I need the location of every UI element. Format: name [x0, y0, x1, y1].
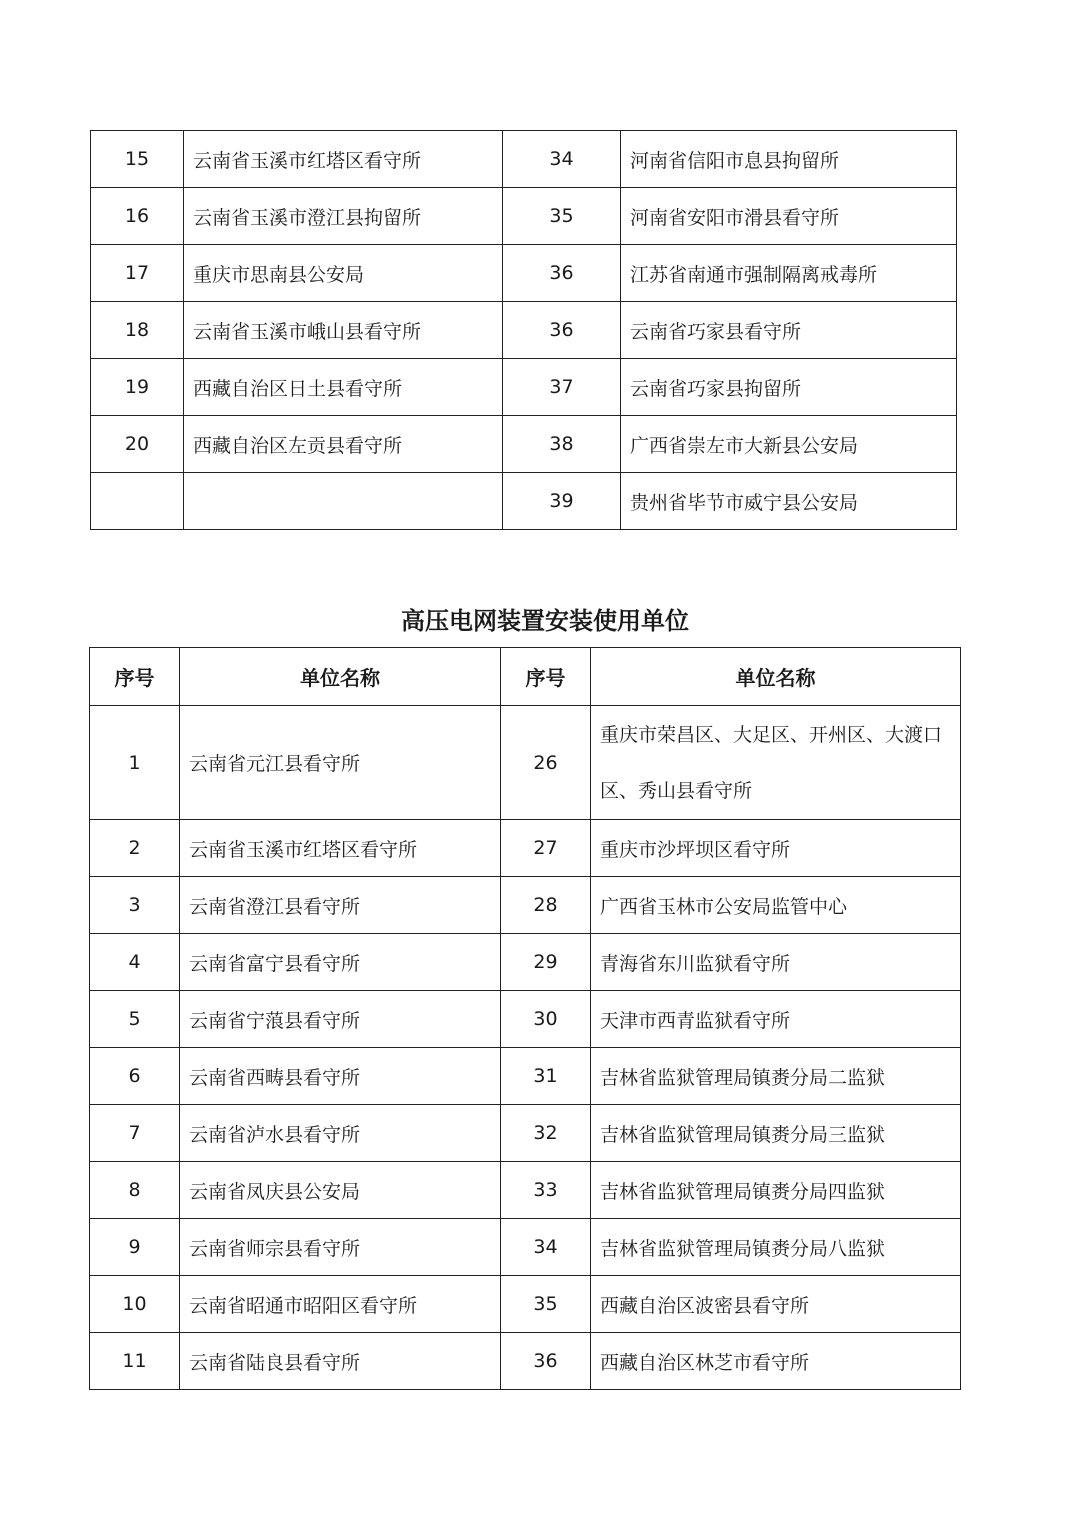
row-number: 6	[90, 1048, 180, 1105]
table-row	[90, 991, 961, 1048]
row-number: 34	[503, 131, 621, 188]
row-number: 32	[501, 1105, 591, 1162]
unit-name: 云南省玉溪市峨山县看守所	[184, 302, 503, 359]
unit-name: 吉林省监狱管理局镇赉分局二监狱	[591, 1048, 961, 1105]
row-number: 26	[501, 706, 591, 820]
unit-name: 云南省澄江县看守所	[180, 877, 501, 934]
unit-name: 西藏自治区波密县看守所	[591, 1276, 961, 1333]
unit-name: 云南省巧家县看守所	[621, 302, 957, 359]
unit-name	[184, 473, 503, 530]
row-number: 18	[91, 302, 184, 359]
unit-name: 云南省元江县看守所	[180, 706, 501, 820]
unit-name: 云南省泸水县看守所	[180, 1105, 501, 1162]
table-row	[91, 302, 957, 359]
row-number: 35	[501, 1276, 591, 1333]
unit-name: 云南省师宗县看守所	[180, 1219, 501, 1276]
row-number: 4	[90, 934, 180, 991]
unit-name: 西藏自治区左贡县看守所	[184, 416, 503, 473]
unit-name: 云南省巧家县拘留所	[621, 359, 957, 416]
row-number: 19	[91, 359, 184, 416]
unit-name: 天津市西青监狱看守所	[591, 991, 961, 1048]
unit-name: 云南省富宁县看守所	[180, 934, 501, 991]
row-number: 28	[501, 877, 591, 934]
table-row	[90, 1219, 961, 1276]
row-number: 11	[90, 1333, 180, 1390]
row-number: 16	[91, 188, 184, 245]
table-row	[90, 934, 961, 991]
column-header-name: 单位名称	[180, 648, 501, 706]
unit-name: 河南省安阳市滑县看守所	[621, 188, 957, 245]
table-row	[91, 359, 957, 416]
row-number: 38	[503, 416, 621, 473]
unit-name: 云南省玉溪市澄江县拘留所	[184, 188, 503, 245]
unit-name: 西藏自治区日土县看守所	[184, 359, 503, 416]
column-header-name: 单位名称	[591, 648, 961, 706]
unit-name: 重庆市沙坪坝区看守所	[591, 820, 961, 877]
table-row	[90, 1048, 961, 1105]
row-number	[91, 473, 184, 530]
row-number: 7	[90, 1105, 180, 1162]
unit-name: 云南省陆良县看守所	[180, 1333, 501, 1390]
row-number: 15	[91, 131, 184, 188]
table-row	[90, 1162, 961, 1219]
row-number: 36	[503, 302, 621, 359]
unit-name: 重庆市思南县公安局	[184, 245, 503, 302]
unit-name: 江苏省南通市强制隔离戒毒所	[621, 245, 957, 302]
row-number: 5	[90, 991, 180, 1048]
row-number: 10	[90, 1276, 180, 1333]
unit-name: 青海省东川监狱看守所	[591, 934, 961, 991]
unit-name: 云南省西畴县看守所	[180, 1048, 501, 1105]
section-title: 高压电网装置安装使用单位	[401, 607, 689, 635]
unit-name: 广西省玉林市公安局监管中心	[591, 877, 961, 934]
table-row	[90, 1276, 961, 1333]
table-row	[91, 245, 957, 302]
row-number: 37	[503, 359, 621, 416]
row-number: 31	[501, 1048, 591, 1105]
unit-name: 贵州省毕节市威宁县公安局	[621, 473, 957, 530]
units-table	[89, 647, 961, 1390]
row-number: 1	[90, 706, 180, 820]
row-number: 8	[90, 1162, 180, 1219]
unit-name: 云南省昭通市昭阳区看守所	[180, 1276, 501, 1333]
table-row	[90, 820, 961, 877]
row-number: 2	[90, 820, 180, 877]
row-number: 39	[503, 473, 621, 530]
unit-name: 西藏自治区林芝市看守所	[591, 1333, 961, 1390]
table-row	[90, 1333, 961, 1390]
table-row	[90, 706, 961, 820]
table-header-row	[90, 648, 961, 706]
column-header-number: 序号	[501, 648, 591, 706]
row-number: 27	[501, 820, 591, 877]
row-number: 35	[503, 188, 621, 245]
table-row	[91, 473, 957, 530]
unit-name: 广西省崇左市大新县公安局	[621, 416, 957, 473]
row-number: 29	[501, 934, 591, 991]
unit-name: 吉林省监狱管理局镇赉分局四监狱	[591, 1162, 961, 1219]
unit-name: 云南省玉溪市红塔区看守所	[180, 820, 501, 877]
row-number: 9	[90, 1219, 180, 1276]
unit-name: 吉林省监狱管理局镇赉分局八监狱	[591, 1219, 961, 1276]
unit-name: 云南省宁蒗县看守所	[180, 991, 501, 1048]
row-number: 17	[91, 245, 184, 302]
table-row	[91, 188, 957, 245]
table-row	[91, 416, 957, 473]
unit-name: 吉林省监狱管理局镇赉分局三监狱	[591, 1105, 961, 1162]
row-number: 30	[501, 991, 591, 1048]
table-row	[91, 131, 957, 188]
unit-name: 重庆市荣昌区、大足区、开州区、大渡口区、秀山县看守所	[591, 706, 961, 820]
row-number: 34	[501, 1219, 591, 1276]
table-row	[90, 877, 961, 934]
unit-name: 河南省信阳市息县拘留所	[621, 131, 957, 188]
row-number: 36	[501, 1333, 591, 1390]
unit-name: 云南省凤庆县公安局	[180, 1162, 501, 1219]
row-number: 36	[503, 245, 621, 302]
column-header-number: 序号	[90, 648, 180, 706]
row-number: 3	[90, 877, 180, 934]
table-row	[90, 1105, 961, 1162]
units-table-continued	[90, 130, 957, 530]
row-number: 33	[501, 1162, 591, 1219]
row-number: 20	[91, 416, 184, 473]
unit-name: 云南省玉溪市红塔区看守所	[184, 131, 503, 188]
